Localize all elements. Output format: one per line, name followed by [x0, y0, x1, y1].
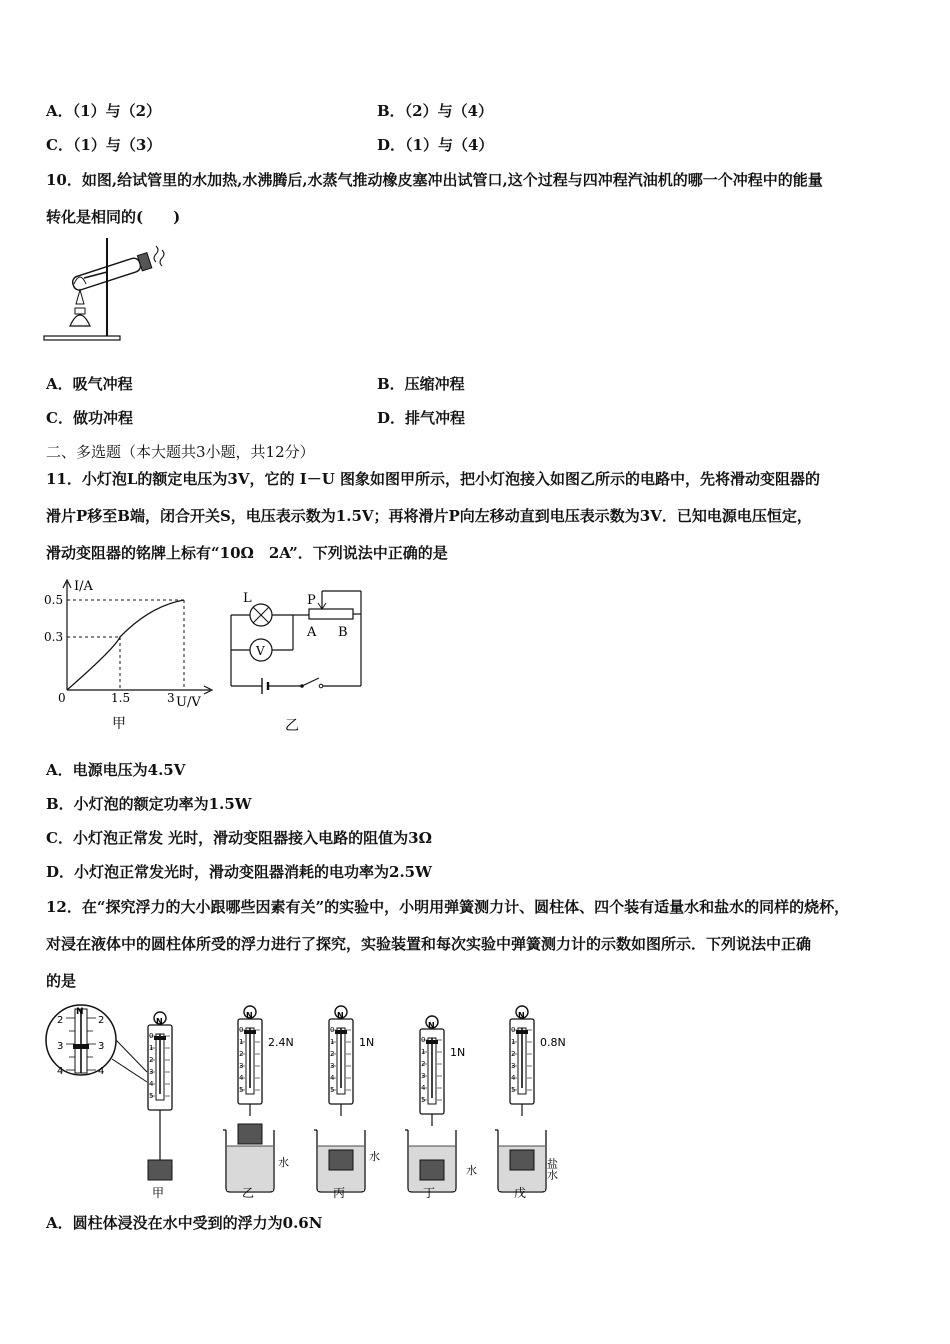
- section-heading: 二、多选题（本大题共3小题，共12分）: [46, 443, 315, 461]
- scale1-tick-5: 5: [149, 1092, 154, 1100]
- graph-x-tick-3: 3: [167, 691, 175, 705]
- scale1-tick-0: 0: [149, 1032, 154, 1040]
- spring-scale-1: [148, 1012, 172, 1180]
- q10-option-b: B．压缩冲程: [377, 375, 465, 393]
- q9-option-d: D．（1）与（4）: [377, 136, 494, 154]
- scale3-tick-0: 0: [330, 1026, 335, 1034]
- rheostat-symbol: [309, 609, 353, 619]
- liquid-label-2: 水: [369, 1150, 380, 1163]
- circuit-caption: 乙: [285, 718, 299, 734]
- zoom-tick-3-left: 3: [57, 1041, 64, 1052]
- scale1-tick-3: 3: [149, 1068, 154, 1076]
- scale4-tick-5: 5: [421, 1096, 426, 1104]
- rheostat-end-b: B: [338, 625, 348, 640]
- q9-option-a: A．（1）与（2）: [46, 102, 162, 120]
- q11-stem-line3: 滑动变阻器的铭牌上标有“10Ω 2A”．下列说法中正确的是: [46, 544, 448, 562]
- scale4-n: N: [428, 1021, 435, 1030]
- graph-y-label: I/A: [74, 579, 93, 594]
- reading-3: 1N: [450, 1046, 466, 1059]
- q10-option-a: A．吸气冲程: [46, 375, 133, 393]
- scale1-tick-2: 2: [149, 1056, 154, 1064]
- zoom-tick-2-left: 2: [57, 1015, 64, 1026]
- graph-origin: 0: [58, 691, 66, 705]
- scale4-tick-1: 1: [421, 1048, 426, 1056]
- test-tube-apparatus-figure: [44, 236, 174, 344]
- circuit-diagram: [222, 584, 372, 736]
- spring-scale-2: [223, 1006, 294, 1192]
- cylinder-5: [510, 1150, 534, 1170]
- cylinder-4: [420, 1160, 444, 1180]
- q11-stem-line2: 滑片P移至B端，闭合开关S，电压表示数为1.5V；再将滑片P向左移动直到电压表示数为3V．已知电源电压恒定，: [46, 507, 812, 525]
- q12-stem-line1: 12．在“探究浮力的大小跟哪些因素有关”的实验中，小明用弹簧测力计、圆柱体、四个装有适量水和盐水的同样的烧杯，: [46, 898, 850, 916]
- q12-stem-line3: 的是: [46, 972, 77, 990]
- scale5-n: N: [518, 1011, 525, 1020]
- scale3-tick-4: 4: [330, 1074, 335, 1082]
- zoom-tick-2-right: 2: [98, 1015, 105, 1026]
- graph-y-tick-0.5: 0.5: [44, 593, 64, 607]
- zoom-top-n: N: [76, 1007, 84, 1017]
- q9-option-b: B．（2）与（4）: [377, 102, 494, 120]
- voltmeter-label: V: [256, 644, 265, 658]
- caption-yi: 乙: [242, 1186, 255, 1200]
- graph-x-tick-1.5: 1.5: [111, 691, 131, 705]
- scale5-tick-4: 4: [511, 1074, 516, 1082]
- scale2-tick-2: 2: [239, 1050, 244, 1058]
- q12-stem-line2: 对浸在液体中的圆柱体所受的浮力进行了探究，实验装置和每次实验中弹簧测力计的示数如图所示．下列说法中正确: [46, 935, 812, 953]
- scale2-tick-0: 0: [239, 1026, 244, 1034]
- graph-y-tick-0.3: 0.3: [44, 630, 64, 644]
- scale1-tick-4: 4: [149, 1080, 154, 1088]
- scale3-tick-3: 3: [330, 1062, 335, 1070]
- scale2-tick-5: 5: [239, 1086, 244, 1094]
- cylinder-2: [238, 1124, 262, 1144]
- scale4-tick-3: 3: [421, 1072, 426, 1080]
- q10-option-d: D．排气冲程: [377, 409, 466, 427]
- liquid-label-3: 水: [466, 1164, 477, 1177]
- scale5-tick-0: 0: [511, 1026, 516, 1034]
- q10-stem-line2: 转化是相同的( ): [46, 208, 181, 226]
- scale5-tick-5: 5: [511, 1086, 516, 1094]
- slider-label: P: [307, 593, 316, 608]
- scale3-n: N: [337, 1011, 344, 1020]
- liquid-label-4: 盐水: [545, 1158, 559, 1180]
- scale2-tick-1: 1: [239, 1038, 244, 1046]
- caption-ding: 丁: [423, 1186, 436, 1200]
- buoyancy-experiment-figure: [44, 1004, 584, 1204]
- cylinder-1: [148, 1160, 172, 1180]
- scale2-tick-4: 4: [239, 1074, 244, 1082]
- q10-option-c: C．做功冲程: [46, 409, 133, 427]
- scale5-tick-1: 1: [511, 1038, 516, 1046]
- scale2-tick-3: 3: [239, 1062, 244, 1070]
- caption-bing: 丙: [333, 1186, 346, 1200]
- scale4-tick-2: 2: [421, 1060, 426, 1068]
- reading-2: 1N: [359, 1036, 375, 1049]
- iu-graph: [40, 576, 220, 736]
- zoom-tick-4-left: 4: [57, 1066, 64, 1077]
- scale3-tick-2: 2: [330, 1050, 335, 1058]
- q11-option-b: B．小灯泡的额定功率为1.5W: [46, 795, 252, 813]
- caption-jia: 甲: [152, 1186, 165, 1200]
- spring-scale-3: [314, 1006, 380, 1192]
- scale2-n: N: [246, 1011, 253, 1020]
- scale4-tick-0: 0: [421, 1036, 426, 1044]
- q11-option-c: C．小灯泡正常发 光时，滑动变阻器接入电路的阻值为3Ω: [46, 829, 432, 847]
- lamp-label: L: [243, 591, 252, 606]
- liquid-label-1: 水: [278, 1156, 289, 1169]
- scale1-tick-1: 1: [149, 1044, 154, 1052]
- rheostat-end-a: A: [307, 625, 317, 640]
- scale5-tick-2: 2: [511, 1050, 516, 1058]
- scale4-tick-4: 4: [421, 1084, 426, 1092]
- spring-scale-5: [495, 1006, 566, 1192]
- scale1-n: N: [156, 1017, 163, 1026]
- q10-stem-line1: 10．如图,给试管里的水加热,水沸腾后,水蒸气推动橡皮塞冲出试管口,这个过程与四冲程汽油机的哪一个冲程中的能量: [46, 171, 823, 189]
- q9-option-c: C．（1）与（3）: [46, 136, 162, 154]
- scale3-tick-1: 1: [330, 1038, 335, 1046]
- caption-wu: 戊: [514, 1186, 527, 1200]
- spring-scale-4: [405, 1016, 477, 1192]
- reading-4: 0.8N: [540, 1036, 566, 1049]
- scale3-tick-5: 5: [330, 1086, 335, 1094]
- q11-option-a: A．电源电压为4.5V: [46, 761, 186, 779]
- cylinder-3: [329, 1150, 353, 1170]
- scale5-tick-3: 3: [511, 1062, 516, 1070]
- zoom-tick-3-right: 3: [98, 1041, 105, 1052]
- graph-x-label: U/V: [176, 695, 201, 710]
- q11-stem-line1: 11．小灯泡L的额定电压为3V，它的 I－U 图象如图甲所示，把小灯泡接入如图乙所示的电路中，先将滑动变阻器的: [46, 470, 821, 488]
- q12-option-a: A．圆柱体浸没在水中受到的浮力为0.6N: [46, 1214, 323, 1232]
- graph-caption: 甲: [112, 716, 126, 732]
- reading-1: 2.4N: [268, 1036, 294, 1049]
- q11-option-d: D．小灯泡正常发光时，滑动变阻器消耗的电功率为2.5W: [46, 863, 432, 881]
- zoom-tick-4-right: 4: [98, 1066, 105, 1077]
